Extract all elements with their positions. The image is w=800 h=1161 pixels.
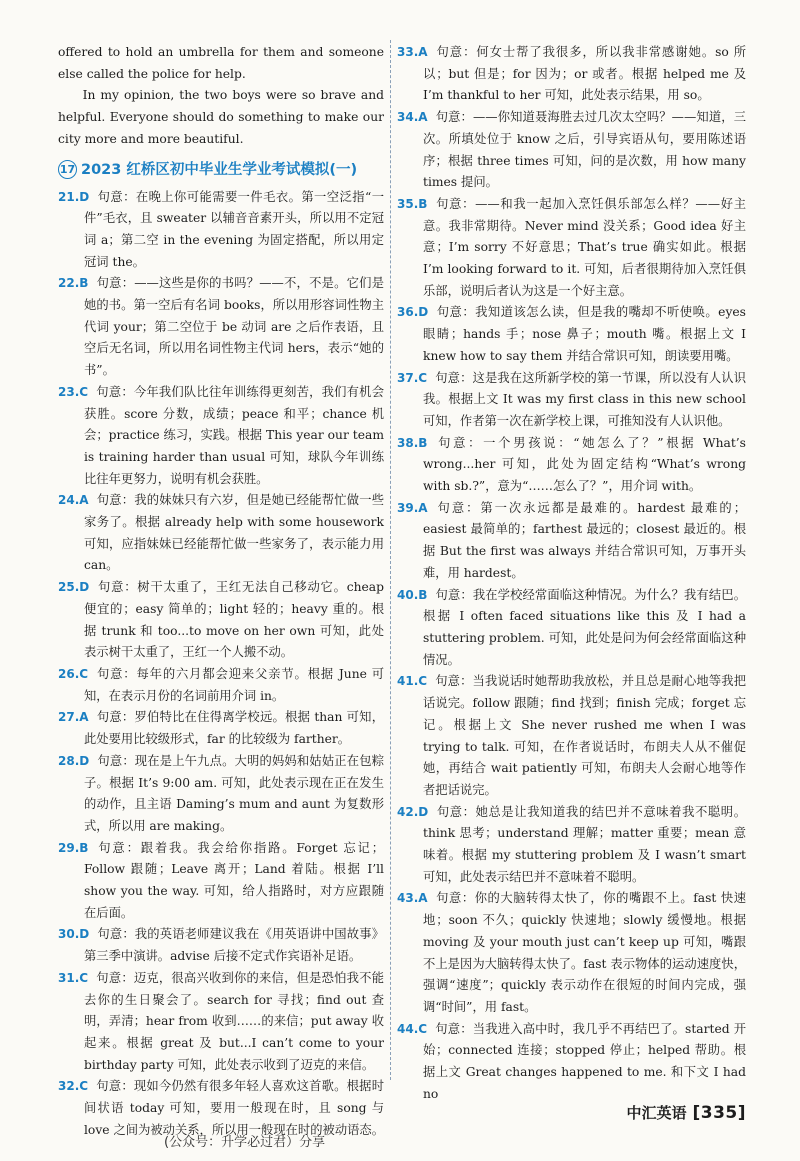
explanation-text: 句意：当我说话时她帮助我放松，并且总是耐心地等我把话说完。follow 跟随；find 找到；finish 完成；forget 忘记。根据上文 She never rushed me when I was trying to talk. 可知，在作者说话时，布朗夫人从不催促她，再结合 wait patiently 可知，布朗夫人会耐心地等作者把话说完。 bbox=[423, 674, 746, 797]
answer-item bbox=[397, 671, 746, 801]
explanation-text: 句意：现如今仍然有很多年轻人喜欢这首歌。根据时间状语 today 可知，要用一般现在时，且 song 与 love 之间为被动关系，所以用一般现在时的被动语态。 bbox=[84, 1079, 385, 1137]
question-number: 44. bbox=[397, 1021, 419, 1036]
answer-letter: C bbox=[79, 1079, 89, 1094]
answer-letter: A bbox=[418, 500, 428, 515]
answer-item bbox=[58, 577, 384, 664]
question-number: 34. bbox=[397, 110, 419, 125]
page-number: [335] bbox=[692, 1102, 746, 1123]
question-number: 30. bbox=[58, 927, 80, 942]
answer-list-right bbox=[397, 42, 746, 1105]
explanation-text: 句意：何女士帮了我很多，所以我非常感谢她。so 所以；but 但是；for 因为；or 或者。根据 helped me 及 I’m thankful to her 可知，此处表示结果，用 so。 bbox=[423, 45, 746, 103]
question-number: 43. bbox=[397, 891, 419, 906]
question-number: 38. bbox=[397, 435, 419, 450]
explanation-text: 句意：她总是让我知道我的结巴并不意味着我不聪明。think 思考；understand 理解；matter 重要；mean 意味着。根据 my stuttering problem 及 I wasn’t smart 可知，此处表示结巴并不意味着不聪明。 bbox=[423, 804, 746, 884]
answer-letter: A bbox=[79, 493, 89, 508]
question-number: 29. bbox=[58, 840, 80, 855]
answer-item bbox=[397, 888, 746, 1018]
answer-item bbox=[397, 194, 746, 303]
answer-letter: D bbox=[79, 927, 90, 942]
answer-item bbox=[58, 707, 384, 750]
question-number: 32. bbox=[58, 1079, 80, 1094]
explanation-text: 句意：第一次永远都是最难的。hardest 最难的；easiest 最简单的；farthest 最远的；closest 最近的。根据 But the first was always 并结合常识可知，万事开头难，用 hardest。 bbox=[423, 500, 746, 580]
question-number: 42. bbox=[397, 804, 419, 819]
answer-letter: C bbox=[79, 970, 89, 985]
column-divider bbox=[390, 40, 391, 1080]
answer-item bbox=[397, 107, 746, 194]
answer-item bbox=[58, 664, 384, 707]
explanation-text: 句意：每年的六月都会迎来父亲节。根据 June 可知，在表示月份的名词前用介词 in。 bbox=[84, 666, 384, 703]
answer-item bbox=[58, 751, 384, 838]
share-note: (公众号：升学必过君）分享 bbox=[164, 1135, 326, 1150]
explanation-text: 句意：我的英语老师建议我在《用英语讲中国故事》第三季中演讲。advise 后接不定式作宾语补足语。 bbox=[84, 927, 384, 964]
explanation-text: 句意：——和我一起加入烹饪俱乐部怎么样？——好主意。我非常期待。Never mind 没关系；Good idea 好主意；I’m sorry 不好意思；That’s true 确实如此。根据 I’m looking forward to it. 可知，后者很期待加入烹饪俱乐部，说明后者认为这是一个好主意。 bbox=[423, 196, 746, 298]
answer-letter: C bbox=[418, 1021, 428, 1036]
answer-letter: A bbox=[418, 45, 428, 59]
explanation-text: 句意：这是我在这所新学校的第一节课，所以没有人认识我。根据上文 It was my first class in this new school 可知，作者第一次在新学校上课，可推知没有人认识他。 bbox=[423, 370, 746, 428]
answer-item bbox=[58, 968, 384, 1077]
answer-letter: B bbox=[418, 587, 428, 602]
section-number-badge: 17 bbox=[58, 160, 77, 179]
question-number: 41. bbox=[397, 674, 419, 689]
explanation-text: 句意：罗伯特比在住得离学校远。根据 than 可知，此处要用比较级形式，far 的比较级为 farther。 bbox=[84, 710, 384, 747]
explanation-text: 句意：——这些是你的书吗？——不，不是。它们是她的书。第一空后有名词 books，所以用形容词性物主代词 your；第二空位于 be 动词 are 之后作表语，且空后无名词，所以用名词性物主代词 hers，表示“她的书”。 bbox=[84, 276, 384, 378]
answer-letter: C bbox=[418, 674, 428, 689]
question-number: 21. bbox=[58, 189, 80, 204]
answer-item bbox=[58, 838, 384, 925]
answer-letter: B bbox=[418, 196, 428, 211]
answer-letter: D bbox=[79, 189, 90, 204]
explanation-text: 句意：——你知道聂海胜去过几次太空吗？——知道，三次。所填处位于 know 之后，引导宾语从句，要用陈述语序；根据 three times 可知，问的是次数，用 how many times 提问。 bbox=[423, 110, 746, 190]
answer-item bbox=[397, 302, 746, 367]
answer-letter: C bbox=[418, 370, 428, 385]
question-number: 27. bbox=[58, 710, 80, 725]
explanation-text: 句意：我知道该怎么读，但是我的嘴却不听使唤。eyes 眼睛；hands 手；nose 鼻子；mouth 嘴。根据上文 I knew how to say them 并结合常识可知，朗读要用嘴。 bbox=[423, 305, 746, 363]
answer-item bbox=[397, 42, 746, 107]
explanation-text: 句意：迈克，很高兴收到你的来信，但是恐怕我不能去你的生日聚会了。search for 寻找；find out 查明，弄清；hear from 收到……的来信；put away 收起来。根据 great 及 but...I can’t come to your birthday party 可知，此处表示收到了迈克的来信。 bbox=[84, 970, 384, 1072]
answer-letter: B bbox=[418, 435, 428, 450]
question-number: 40. bbox=[397, 587, 419, 602]
answer-letter: A bbox=[418, 891, 428, 906]
answer-item bbox=[397, 1019, 746, 1106]
answer-item bbox=[397, 498, 746, 585]
question-number: 26. bbox=[58, 666, 80, 681]
explanation-text: 句意：树干太重了，王红无法自己移动它。cheap 便宜的；easy 简单的；light 轻的；heavy 重的。根据 trunk 和 too...to move on her own 可知，此处表示树干太重了，王红一个人搬不动。 bbox=[84, 580, 384, 660]
book-title: 中汇英语 bbox=[626, 1104, 687, 1122]
question-number: 22. bbox=[58, 276, 80, 291]
explanation-text: 句意：现在是上午九点。大明的妈妈和姑姑正在包粽子。根据 It’s 9:00 am. 可知，此处表示现在正在发生的动作，且主语 Daming’s mum and aunt 为复数形式，所以用 are making。 bbox=[84, 753, 384, 833]
question-number: 24. bbox=[58, 493, 80, 508]
question-number: 28. bbox=[58, 753, 80, 768]
answer-item bbox=[58, 490, 384, 577]
explanation-text: 句意：一个男孩说：“她怎么了？”根据 What’s wrong...her 可知，此处为固定结构“What’s wrong with sb.?”，意为“……怎么了？”，用介词 with。 bbox=[423, 435, 746, 494]
question-number: 35. bbox=[397, 196, 419, 211]
intro-paragraph-2: In my opinion, the two boys were so brave and helpful. Everyone should do something to make our city more and more beautiful. bbox=[58, 88, 384, 146]
question-number: 25. bbox=[58, 580, 80, 595]
section-title-text: 2023 红桥区初中毕业生学业考试模拟(一) bbox=[81, 161, 358, 178]
right-column bbox=[397, 42, 746, 1105]
question-number: 37. bbox=[397, 370, 419, 385]
answer-item bbox=[58, 382, 384, 491]
answer-list-left bbox=[58, 187, 384, 1142]
left-column bbox=[58, 42, 384, 1141]
intro-paragraph-1: offered to hold an umbrella for them and someone else called the police for help. bbox=[58, 45, 384, 81]
answer-letter: B bbox=[79, 276, 89, 291]
answer-item bbox=[397, 585, 746, 672]
answer-item bbox=[397, 802, 746, 889]
answer-item bbox=[58, 187, 384, 274]
question-number: 39. bbox=[397, 500, 419, 515]
answer-item bbox=[397, 368, 746, 433]
answer-letter: B bbox=[79, 840, 89, 855]
question-number: 33. bbox=[397, 45, 419, 59]
explanation-text: 句意：你的大脑转得太快了，你的嘴跟不上。fast 快速地；soon 不久；quickly 快速地；slowly 缓慢地。根据 moving 及 your mouth just can’t keep up 可知，嘴跟不上是因为大脑转得太快了。fast 表示物体的运动速度快，强调“速度”；quickly 表示动作在很短的时间内完成，强调“时间”，用 fast。 bbox=[423, 891, 746, 1014]
question-number: 36. bbox=[397, 305, 419, 320]
answer-letter: D bbox=[418, 305, 429, 320]
question-number: 23. bbox=[58, 384, 80, 399]
section-title bbox=[58, 157, 384, 183]
question-number: 31. bbox=[58, 970, 80, 985]
answer-letter: A bbox=[79, 710, 89, 725]
explanation-text: 句意：今年我们队比往年训练得更刻苦，我们有机会获胜。score 分数，成绩；peace 和平；chance 机会；practice 练习，实践。根据 This year our team is training harder than usual 可知，球队今年训练比往年更努力，说明有机会获胜。 bbox=[84, 384, 384, 486]
explanation-text: 句意：当我进入高中时，我几乎不再结巴了。started 开始；connected 连接；stopped 停止；helped 帮助。根据上文 Great changes happened to me. 和下文 I had no bbox=[423, 1021, 746, 1101]
explanation-text: 句意：跟着我。我会给你指路。Forget 忘记；Follow 跟随；Leave 离开；Land 着陆。根据 I’ll show you the way. 可知，给人指路时，对方应跟随在后面。 bbox=[84, 840, 384, 920]
answer-letter: C bbox=[79, 666, 89, 681]
explanation-text: 句意：我在学校经常面临这种情况。为什么？我有结巴。根据 I often faced situations like this 及 I had a stuttering problem. 可知，此处是问为何会经常面临这种情况。 bbox=[423, 587, 746, 667]
answer-letter: D bbox=[418, 804, 429, 819]
explanation-text: 句意：在晚上你可能需要一件毛衣。第一空泛指“一件”毛衣，且 sweater 以辅音音素开头，所以用不定冠词 a；第二空 in the evening 为固定搭配，所以用定冠词 the。 bbox=[84, 189, 384, 269]
answer-letter: D bbox=[79, 580, 90, 595]
page-footer bbox=[626, 1102, 746, 1123]
answer-letter: D bbox=[79, 753, 90, 768]
answer-letter: C bbox=[79, 384, 89, 399]
answer-item bbox=[397, 433, 746, 498]
answer-item bbox=[58, 273, 384, 382]
answer-item bbox=[58, 924, 384, 967]
explanation-text: 句意：我的妹妹只有六岁，但是她已经能帮忙做一些家务了。根据 already help with some housework 可知，应指妹妹已经能帮忙做一些家务了，表示能力用 can。 bbox=[84, 493, 384, 573]
answer-letter: A bbox=[418, 110, 428, 125]
